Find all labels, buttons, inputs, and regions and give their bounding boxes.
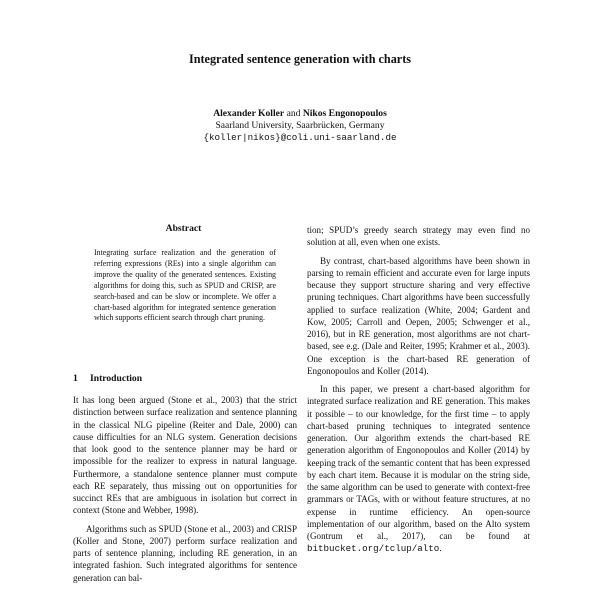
paper-title: Integrated sentence generation with charts — [188, 52, 412, 66]
section-heading — [73, 373, 142, 384]
paragraph-text: In this paper, we present a chart-based algorithm for integrated surface realization and RE generation. This makes it possible – to our knowledge, for the first time – to apply chart-based pruning techniques to integrated sentence generation. Our algorithm extends the chart-based RE generation algorithm of Engonopoulos and Koller (2014) by keeping track of the semantic content that has been expressed by each chart item. Because it is modular on the string side, the same algorithm can be used to generate with context-free grammars or TAGs, with or without feature structures, at no expense in runtime efficiency. An open-source implementation of our algorithm, based on the Alto system (Gontrum et al., 2017), can be found at — [307, 384, 530, 541]
section-title: Introduction — [90, 373, 143, 384]
author-name: Nikos Engonopoulos — [302, 108, 387, 119]
left-column — [73, 394, 297, 584]
abstract-heading: Abstract — [165, 223, 202, 234]
paragraph: Algorithms such as SPUD (Stone et al., 2003) and CRISP (Koller and Stone, 2007) perform surface realization and parts of sentence planning, including RE generation, in an integrated fashion. Such integrated algorithms for sentence generation can bal- — [73, 523, 297, 583]
right-column — [307, 224, 530, 556]
repository-link[interactable]: bitbucket.org/tclup/alto — [307, 543, 440, 555]
section-number: 1 — [73, 373, 78, 384]
paragraph: tion; SPUD’s greedy search strategy may even find no solution at all, even when one exists. — [307, 225, 530, 248]
author-conjunction: and — [286, 108, 301, 119]
author-block — [0, 108, 600, 144]
author-line — [0, 108, 600, 120]
abstract-text: Integrating surface realization and the generation of referring expressions (REs) into a single algorithm can improve the quality of the generated sentences. Existing algorithms for doing this, such as SPUD and CRISP, are search-based and can be slow or incomplete. We offer a chart-based algorithm for integrated sentence generation which supports efficient search through chart pruning. — [94, 248, 276, 323]
sentence-end: . — [439, 543, 442, 554]
email: {koller|nikos}@coli.uni-saarland.de — [203, 132, 397, 143]
paragraph — [307, 383, 530, 556]
paragraph: By contrast, chart-based algorithms have been shown in parsing to remain efficient and accurate even for large inputs because they support structure sharing and very effective pruning techniques. Chart algorithms have been successfully applied to surface realization (White, 2004; Gardent and Kow, 2005; Carroll and Oepen, 2005; Schwenger et al., 2016), but in RE generation, most algorithms are not chart-based, see e.g. (Dale and Reiter, 1995; Krahmer et al., 2003). One exception is the chart-based RE generation of Engonopoulos and Koller (2014). — [307, 255, 530, 376]
paragraph: It has long been argued (Stone et al., 2003) that the strict distinction between surface realization and sentence planning in the classical NLG pipeline (Reiter and Dale, 2000) can cause difficulties for an NLG system. Generation decisions that look good to the sentence planner may be hard or impossible for the realizer to express in natural language. Furthermore, a standalone sentence planner must compute each RE separately, thus missing out on opportunities for succinct REs that are ambiguous in isolation but correct in context (Stone and Webber, 1998). — [73, 395, 297, 516]
affiliation: Saarland University, Saarbrücken, Germany — [215, 120, 385, 131]
author-name: Alexander Koller — [213, 108, 285, 119]
